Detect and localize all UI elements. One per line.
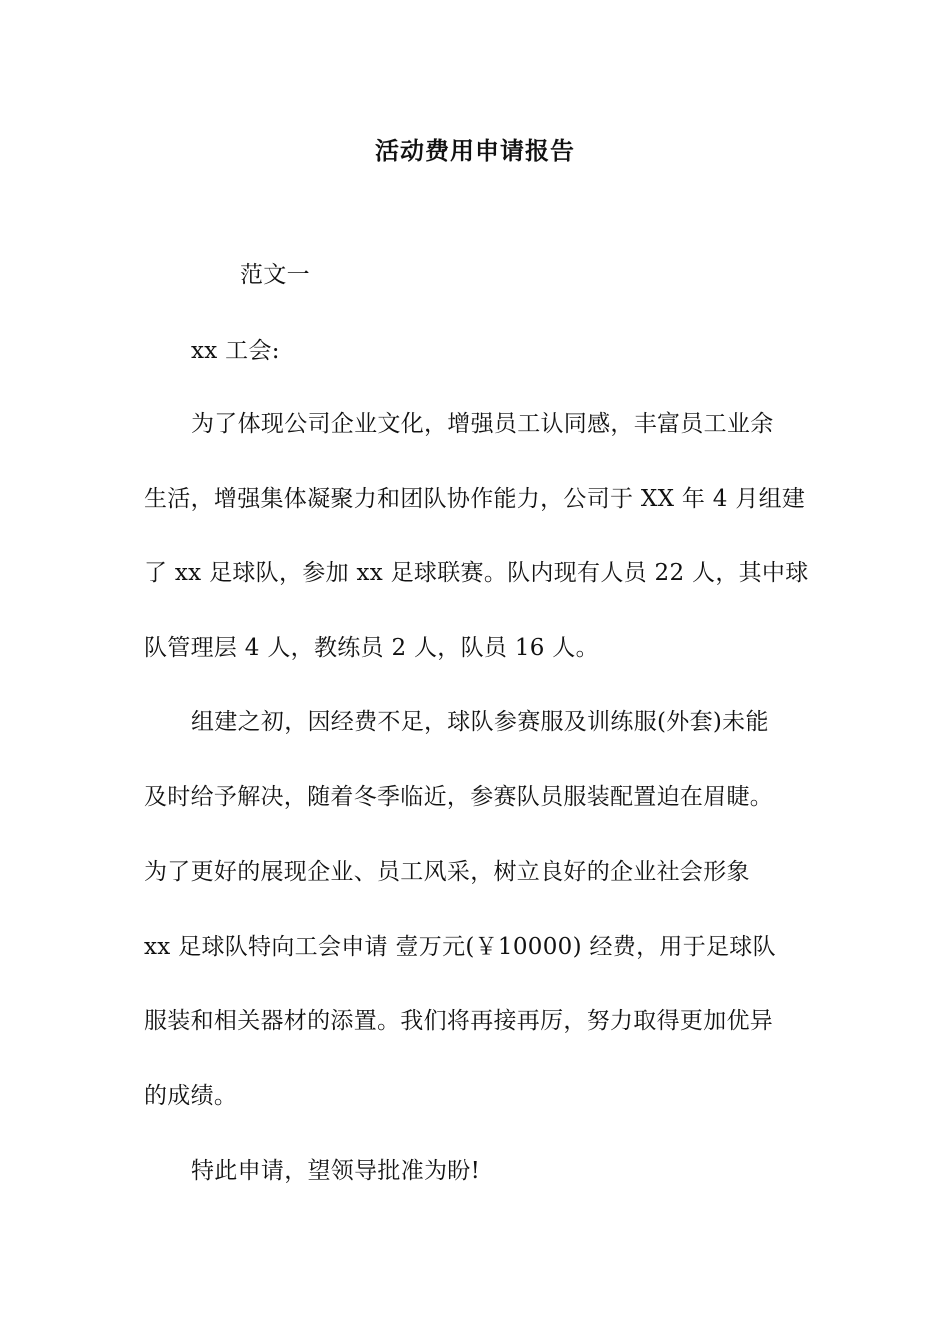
paragraph-line: 的成绩。: [144, 1083, 238, 1109]
paragraph-line: 为了体现公司企业文化，增强员工认同感，丰富员工业余: [191, 411, 774, 437]
document-title: 活动费用申请报告: [375, 136, 575, 165]
paragraph-line: 队管理层 4 人，教练员 2 人，队员 16 人。: [144, 635, 599, 661]
closing-line: 特此申请，望领导批准为盼!: [191, 1158, 481, 1184]
paragraph-line: 了 xx 足球队，参加 xx 足球联赛。队内现有人员 22 人，其中球: [144, 560, 809, 586]
paragraph-line: 生活，增强集体凝聚力和团队协作能力，公司于 XX 年 4 月组建: [144, 486, 806, 512]
paragraph-line: xx 足球队特向工会申请 壹万元(￥10000) 经费，用于足球队: [144, 934, 776, 960]
paragraph-line: 组建之初，因经费不足，球队参赛服及训练服(外套)未能: [191, 709, 769, 735]
paragraph-line: 服装和相关器材的添置。我们将再接再厉，努力取得更加优异: [144, 1008, 774, 1034]
paragraph-line: 为了更好的展现企业、员工风采，树立良好的企业社会形象: [144, 859, 750, 885]
paragraph-line: 及时给予解决，随着冬季临近，参赛队员服装配置迫在眉睫。: [144, 784, 774, 810]
section-label: 范文一: [240, 262, 310, 288]
salutation: xx 工会:: [191, 338, 280, 364]
